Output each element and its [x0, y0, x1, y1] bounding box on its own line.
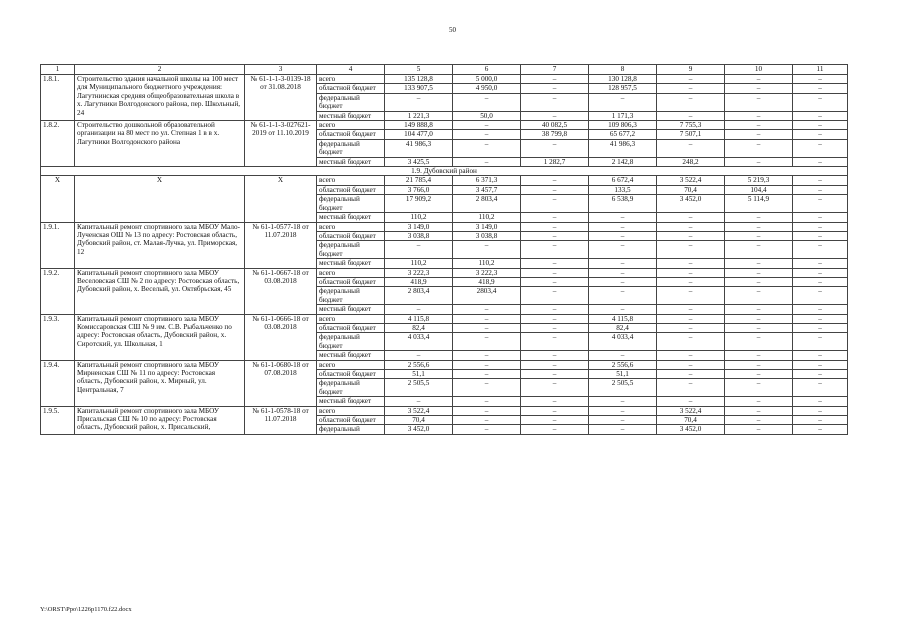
amount-cell: – [657, 360, 725, 369]
amount-cell: – [657, 333, 725, 351]
amount-cell: 3 452,0 [657, 195, 725, 213]
funding-source: всего [317, 75, 385, 84]
funding-source: всего [317, 176, 385, 185]
row-code: 1.8.2. [41, 121, 75, 167]
amount-cell: – [453, 406, 521, 415]
amount-cell: – [657, 231, 725, 240]
object-name: X [75, 176, 245, 222]
amount-cell: – [725, 370, 793, 379]
amount-cell: 135 128,8 [385, 75, 453, 84]
amount-cell: 3 766,0 [385, 185, 453, 194]
amount-cell: 41 986,3 [385, 139, 453, 157]
amount-cell: – [725, 93, 793, 111]
amount-cell: 128 957,5 [589, 84, 657, 93]
amount-cell: – [725, 314, 793, 323]
funding-source: федеральный бюджет [317, 93, 385, 111]
amount-cell: – [725, 231, 793, 240]
funding-source: всего [317, 222, 385, 231]
amount-cell: – [793, 370, 848, 379]
amount-cell: – [657, 139, 725, 157]
amount-cell: 418,9 [385, 277, 453, 286]
object-name: Капитальный ремонт спортивного зала МБОУ Веселовская СШ № 2 по адресу: Ростовская область, Дубовский район, х. Веселый, ул. Октябрьская, 45 [75, 268, 245, 314]
amount-cell: – [725, 241, 793, 259]
object-name: Капитальный ремонт спортивного зала МБОУ Комиссаровская СШ № 9 им. С.В. Рыбальченко по адресу: Ростовская область, Дубовский район, х. Сиротский, ул. Школьная, 1 [75, 314, 245, 360]
amount-cell: 3 452,0 [657, 425, 725, 434]
amount-cell: 7 507,1 [657, 130, 725, 139]
funding-source: областной бюджет [317, 277, 385, 286]
expertise-doc: № 61-1-0680-18 от 07.08.2018 [245, 360, 317, 406]
amount-cell: 110,2 [385, 213, 453, 222]
amount-cell: 7 755,3 [657, 121, 725, 130]
amount-cell: 3 222,3 [385, 268, 453, 277]
amount-cell: 21 785,4 [385, 176, 453, 185]
funding-source: областной бюджет [317, 231, 385, 240]
amount-cell: – [521, 222, 589, 231]
amount-cell: – [589, 277, 657, 286]
column-number: 1 [41, 65, 75, 75]
column-number: 8 [589, 65, 657, 75]
amount-cell: – [657, 222, 725, 231]
row-code: 1.9.4. [41, 360, 75, 406]
amount-cell: – [725, 222, 793, 231]
amount-cell: – [521, 75, 589, 84]
amount-cell: 70,4 [657, 416, 725, 425]
column-number: 7 [521, 65, 589, 75]
amount-cell: – [725, 360, 793, 369]
table-row [41, 406, 848, 415]
amount-cell: – [657, 397, 725, 406]
amount-cell: 133,5 [589, 185, 657, 194]
amount-cell: – [521, 305, 589, 314]
amount-cell: – [453, 130, 521, 139]
amount-cell: 3 457,7 [453, 185, 521, 194]
amount-cell: 6 672,4 [589, 176, 657, 185]
amount-cell: 4 033,4 [385, 333, 453, 351]
amount-cell: – [521, 406, 589, 415]
amount-cell: 17 909,2 [385, 195, 453, 213]
amount-cell: – [521, 314, 589, 323]
amount-cell: – [453, 416, 521, 425]
amount-cell: – [793, 397, 848, 406]
amount-cell: – [725, 139, 793, 157]
amount-cell: – [793, 333, 848, 351]
amount-cell: – [385, 351, 453, 360]
amount-cell: – [589, 259, 657, 268]
amount-cell: – [793, 360, 848, 369]
amount-cell: 50,0 [453, 111, 521, 120]
amount-cell: – [725, 305, 793, 314]
amount-cell: – [453, 305, 521, 314]
funding-source: местный бюджет [317, 397, 385, 406]
amount-cell: 3 452,0 [385, 425, 453, 434]
amount-cell: – [793, 231, 848, 240]
amount-cell: – [589, 406, 657, 415]
amount-cell: 4 950,0 [453, 84, 521, 93]
amount-cell: 3 149,0 [453, 222, 521, 231]
expertise-doc: № 61-1-1-3-027621-2019 от 11.10.2019 [245, 121, 317, 167]
table-row [41, 222, 848, 231]
amount-cell: 110,2 [453, 259, 521, 268]
amount-cell: 3 522,4 [657, 406, 725, 415]
amount-cell: – [725, 351, 793, 360]
amount-cell: – [657, 75, 725, 84]
funding-source: всего [317, 268, 385, 277]
amount-cell: – [793, 195, 848, 213]
amount-cell: – [521, 397, 589, 406]
amount-cell: 41 986,3 [589, 139, 657, 157]
amount-cell: 51,1 [385, 370, 453, 379]
amount-cell: – [385, 93, 453, 111]
row-code: X [41, 176, 75, 222]
amount-cell: – [521, 268, 589, 277]
amount-cell: 3 425,5 [385, 157, 453, 166]
funding-source: местный бюджет [317, 305, 385, 314]
amount-cell: 133 907,5 [385, 84, 453, 93]
amount-cell: – [657, 370, 725, 379]
amount-cell: 6 371,3 [453, 176, 521, 185]
amount-cell: 109 806,3 [589, 121, 657, 130]
amount-cell: – [793, 111, 848, 120]
row-code: 1.9.1. [41, 222, 75, 268]
funding-source: областной бюджет [317, 84, 385, 93]
amount-cell: – [521, 195, 589, 213]
table-row [41, 176, 848, 185]
funding-source: всего [317, 360, 385, 369]
funding-source: областной бюджет [317, 323, 385, 332]
row-code: 1.8.1. [41, 75, 75, 121]
amount-cell: – [725, 287, 793, 305]
column-number: 11 [793, 65, 848, 75]
amount-cell: 1 282,7 [521, 157, 589, 166]
amount-cell: – [521, 370, 589, 379]
amount-cell: – [793, 416, 848, 425]
amount-cell: 5 114,9 [725, 195, 793, 213]
funding-source: местный бюджет [317, 259, 385, 268]
amount-cell: 2 505,5 [589, 379, 657, 397]
amount-cell: – [793, 222, 848, 231]
amount-cell: – [657, 314, 725, 323]
amount-cell: – [793, 314, 848, 323]
amount-cell: 2 556,6 [385, 360, 453, 369]
amount-cell: – [521, 277, 589, 286]
amount-cell: – [725, 111, 793, 120]
amount-cell: – [793, 185, 848, 194]
table-row [41, 268, 848, 277]
amount-cell: 3 149,0 [385, 222, 453, 231]
amount-cell: – [521, 287, 589, 305]
amount-cell: – [453, 370, 521, 379]
amount-cell: – [793, 157, 848, 166]
amount-cell: 51,1 [589, 370, 657, 379]
column-number: 2 [75, 65, 245, 75]
amount-cell: – [453, 379, 521, 397]
amount-cell: 3 522,4 [385, 406, 453, 415]
amount-cell: – [725, 75, 793, 84]
amount-cell: – [453, 360, 521, 369]
amount-cell: – [793, 75, 848, 84]
amount-cell: – [589, 351, 657, 360]
amount-cell: – [521, 139, 589, 157]
amount-cell: – [453, 121, 521, 130]
column-number-row [41, 65, 848, 75]
amount-cell: – [521, 259, 589, 268]
amount-cell: – [725, 379, 793, 397]
amount-cell: – [521, 416, 589, 425]
amount-cell: – [725, 425, 793, 434]
amount-cell: – [453, 351, 521, 360]
amount-cell: 104 477,0 [385, 130, 453, 139]
expertise-doc: X [245, 176, 317, 222]
amount-cell: – [385, 241, 453, 259]
amount-cell: 38 799,8 [521, 130, 589, 139]
amount-cell: 3 522,4 [657, 176, 725, 185]
funding-source: федеральный бюджет [317, 287, 385, 305]
amount-cell: – [725, 277, 793, 286]
amount-cell: – [589, 268, 657, 277]
amount-cell: – [657, 213, 725, 222]
amount-cell: – [521, 351, 589, 360]
amount-cell: 6 538,9 [589, 195, 657, 213]
object-name: Капитальный ремонт спортивного зала МБОУ Присальская СШ № 10 по адресу: Ростовская область, Дубовский район, х. Присальский, [75, 406, 245, 434]
amount-cell: 3 038,8 [453, 231, 521, 240]
column-number: 9 [657, 65, 725, 75]
amount-cell: – [793, 121, 848, 130]
amount-cell: – [521, 93, 589, 111]
object-name: Капитальный ремонт спортивного зала МБОУ Мирненская СШ № 11 по адресу: Ростовская область, Дубовский район, х. Мирный, ул. Центральная, 7 [75, 360, 245, 406]
amount-cell: – [657, 241, 725, 259]
amount-cell: – [521, 241, 589, 259]
amount-cell: – [521, 213, 589, 222]
funding-source: федеральный бюджет [317, 241, 385, 259]
object-name: Строительство здания начальной школы на 100 мест для Муниципального бюджетного учреждения: Лагутнинская средняя общеобразовательная школа в х. Лагутники Волгодонского района, пер. Школьный, 24 [75, 75, 245, 121]
amount-cell: – [385, 397, 453, 406]
table-row [41, 360, 848, 369]
amount-cell: – [453, 314, 521, 323]
funding-source: областной бюджет [317, 185, 385, 194]
amount-cell: 70,4 [657, 185, 725, 194]
amount-cell: 248,2 [657, 157, 725, 166]
row-code: 1.9.2. [41, 268, 75, 314]
amount-cell: – [793, 93, 848, 111]
amount-cell: 110,2 [385, 259, 453, 268]
column-number: 6 [453, 65, 521, 75]
amount-cell: – [725, 323, 793, 332]
section-row [41, 167, 848, 176]
amount-cell: 1 171,3 [589, 111, 657, 120]
amount-cell: – [657, 379, 725, 397]
amount-cell: 2 142,8 [589, 157, 657, 166]
amount-cell: 2803,4 [453, 287, 521, 305]
amount-cell: – [657, 323, 725, 332]
amount-cell: – [725, 84, 793, 93]
amount-cell: – [453, 157, 521, 166]
amount-cell: – [657, 84, 725, 93]
amount-cell: – [793, 268, 848, 277]
amount-cell: – [589, 241, 657, 259]
amount-cell: – [521, 231, 589, 240]
amount-cell: – [793, 139, 848, 157]
row-code: 1.9.5. [41, 406, 75, 434]
funding-source: местный бюджет [317, 157, 385, 166]
amount-cell: 104,4 [725, 185, 793, 194]
amount-cell: – [657, 305, 725, 314]
amount-cell: – [521, 379, 589, 397]
amount-cell: – [589, 213, 657, 222]
amount-cell: – [589, 287, 657, 305]
amount-cell: – [793, 241, 848, 259]
amount-cell: – [521, 360, 589, 369]
amount-cell: – [521, 425, 589, 434]
amount-cell: – [725, 406, 793, 415]
funding-source: областной бюджет [317, 130, 385, 139]
amount-cell: – [793, 176, 848, 185]
amount-cell: – [793, 305, 848, 314]
amount-cell: – [385, 305, 453, 314]
column-number: 5 [385, 65, 453, 75]
amount-cell: – [521, 84, 589, 93]
amount-cell: – [793, 406, 848, 415]
amount-cell: – [793, 130, 848, 139]
amount-cell: – [589, 397, 657, 406]
funding-source: всего [317, 406, 385, 415]
expertise-doc: № 61-1-0577-18 от 11.07.2018 [245, 222, 317, 268]
funding-source: всего [317, 121, 385, 130]
amount-cell: 5 219,3 [725, 176, 793, 185]
budget-table [40, 64, 848, 435]
section-title: 1.9. Дубовский район [41, 167, 848, 176]
page-number: 50 [449, 26, 456, 34]
amount-cell: 4 033,4 [589, 333, 657, 351]
object-name: Строительство дошкольной образовательной организации на 80 мест по ул. Степная 1 в в х. Лагутники Волгодонского района [75, 121, 245, 167]
amount-cell: – [657, 93, 725, 111]
funding-source: областной бюджет [317, 370, 385, 379]
amount-cell: – [521, 111, 589, 120]
amount-cell: – [657, 277, 725, 286]
amount-cell: – [793, 287, 848, 305]
amount-cell: – [793, 277, 848, 286]
amount-cell: 5 000,0 [453, 75, 521, 84]
table-row [41, 121, 848, 130]
amount-cell: – [521, 333, 589, 351]
amount-cell: – [521, 185, 589, 194]
amount-cell: 70,4 [385, 416, 453, 425]
amount-cell: – [589, 305, 657, 314]
amount-cell: – [453, 139, 521, 157]
row-code: 1.9.3. [41, 314, 75, 360]
expertise-doc: № 61-1-0667-18 от 03.08.2018 [245, 268, 317, 314]
object-name: Капитальный ремонт спортивного зала МБОУ Мало-Лученская ОШ № 13 по адресу: Ростовская область, Дубовский район, ст. Малая-Лучка, ул. Приморская, 12 [75, 222, 245, 268]
amount-cell: 65 677,2 [589, 130, 657, 139]
funding-source: федеральный [317, 425, 385, 434]
amount-cell: 130 128,8 [589, 75, 657, 84]
funding-source: областной бюджет [317, 416, 385, 425]
amount-cell: – [521, 323, 589, 332]
amount-cell: 110,2 [453, 213, 521, 222]
funding-source: местный бюджет [317, 111, 385, 120]
amount-cell: – [589, 416, 657, 425]
amount-cell: 40 082,5 [521, 121, 589, 130]
amount-cell: – [657, 259, 725, 268]
expertise-doc: № 61-1-1-3-0139-18 от 31.08.2018 [245, 75, 317, 121]
amount-cell: – [793, 213, 848, 222]
amount-cell: – [793, 425, 848, 434]
amount-cell: 4 115,8 [385, 314, 453, 323]
amount-cell: – [453, 241, 521, 259]
amount-cell: 82,4 [589, 323, 657, 332]
amount-cell: – [725, 333, 793, 351]
funding-source: всего [317, 314, 385, 323]
amount-cell: – [453, 323, 521, 332]
amount-cell: – [453, 425, 521, 434]
funding-source: федеральный бюджет [317, 195, 385, 213]
amount-cell: 2 803,4 [385, 287, 453, 305]
funding-source: местный бюджет [317, 351, 385, 360]
amount-cell: – [793, 379, 848, 397]
amount-cell: – [589, 425, 657, 434]
table-row [41, 75, 848, 84]
amount-cell: – [589, 222, 657, 231]
column-number: 3 [245, 65, 317, 75]
amount-cell: – [725, 268, 793, 277]
amount-cell: – [725, 130, 793, 139]
amount-cell: – [725, 121, 793, 130]
amount-cell: 418,9 [453, 277, 521, 286]
amount-cell: – [453, 93, 521, 111]
amount-cell: – [657, 111, 725, 120]
amount-cell: – [657, 351, 725, 360]
amount-cell: – [453, 397, 521, 406]
amount-cell: 2 803,4 [453, 195, 521, 213]
column-number: 4 [317, 65, 385, 75]
amount-cell: 2 556,6 [589, 360, 657, 369]
amount-cell: – [657, 287, 725, 305]
funding-source: местный бюджет [317, 213, 385, 222]
amount-cell: 3 222,3 [453, 268, 521, 277]
amount-cell: 2 505,5 [385, 379, 453, 397]
amount-cell: – [725, 397, 793, 406]
amount-cell: – [589, 231, 657, 240]
amount-cell: – [725, 213, 793, 222]
table-row [41, 314, 848, 323]
amount-cell: 3 038,8 [385, 231, 453, 240]
expertise-doc: № 61-1-0666-18 от 03.08.2018 [245, 314, 317, 360]
amount-cell: 82,4 [385, 323, 453, 332]
amount-cell: – [453, 333, 521, 351]
amount-cell: – [657, 268, 725, 277]
amount-cell: – [725, 416, 793, 425]
file-path-footer: Y:\ORST\Ppo\1226p1170.f22.docx [40, 606, 132, 613]
amount-cell: – [793, 351, 848, 360]
amount-cell: – [793, 84, 848, 93]
amount-cell: 149 888,8 [385, 121, 453, 130]
column-number: 10 [725, 65, 793, 75]
expertise-doc: № 61-1-0578-18 от 11.07.2018 [245, 406, 317, 434]
amount-cell: – [725, 259, 793, 268]
amount-cell: – [793, 323, 848, 332]
amount-cell: – [793, 259, 848, 268]
funding-source: федеральный бюджет [317, 333, 385, 351]
funding-source: федеральный бюджет [317, 379, 385, 397]
funding-source: федеральный бюджет [317, 139, 385, 157]
amount-cell: – [589, 93, 657, 111]
amount-cell: – [725, 157, 793, 166]
amount-cell: 1 221,3 [385, 111, 453, 120]
amount-cell: 4 115,8 [589, 314, 657, 323]
amount-cell: – [521, 176, 589, 185]
